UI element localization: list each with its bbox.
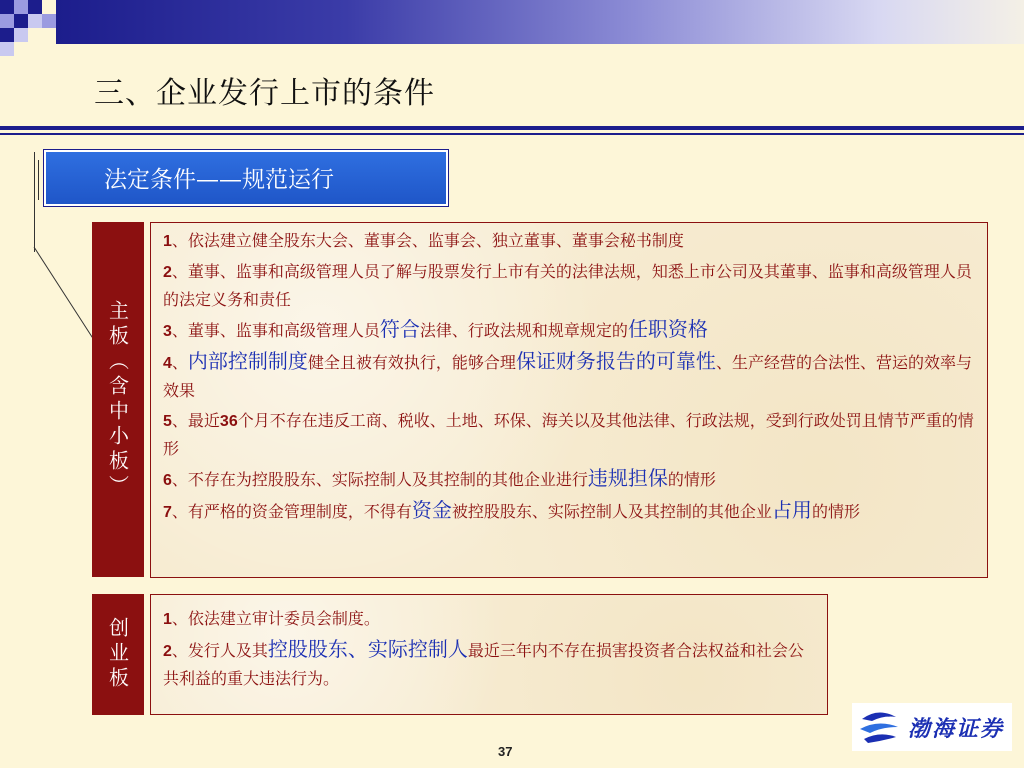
deco-square: [0, 42, 14, 56]
deco-square: [42, 14, 56, 28]
connector-diagonal: [30, 245, 100, 345]
main-board-item-number: 5: [163, 413, 172, 430]
main-board-item: [163, 497, 977, 526]
main-board-item-number: 1: [163, 233, 172, 250]
main-board-highlight-text: 内部控制制度: [187, 349, 308, 373]
main-board-highlight-text: 占用: [771, 498, 812, 522]
main-board-highlight-text: 保证财务报告的可靠性: [515, 349, 716, 373]
connector-line: [38, 160, 39, 200]
main-board-conditions: [150, 222, 988, 578]
main-board-label: 主板（含中小板）: [92, 222, 144, 577]
main-board-item-text: 健全且被有效执行，能够合理: [307, 353, 516, 372]
main-board-item: [163, 407, 977, 462]
main-board-item-text: 、最近: [171, 411, 220, 430]
title-rule-thin: [0, 133, 1024, 135]
company-logo: [852, 703, 1012, 751]
gem-board-label: 创业板: [92, 594, 144, 715]
main-board-item-text: 个月不存在违反工商、税收、土地、环保、海关以及其他法律、行政法规，受到行政处罚且情节严重的情形: [163, 411, 974, 458]
main-board-item-text: 、董事、监事和高级管理人员: [171, 321, 380, 340]
main-board-item-number: 7: [163, 504, 172, 521]
main-board-item-text: 的情形: [811, 502, 860, 521]
page-number: 37: [498, 744, 513, 759]
main-board-item-text: 、生产经营的合法性、营运的效率与效果: [163, 353, 972, 400]
main-board-item: [163, 465, 977, 494]
logo-icon: [858, 709, 900, 745]
deco-square: [28, 14, 42, 28]
main-board-item-text: 36: [219, 413, 238, 430]
deco-square: [0, 28, 14, 42]
main-board-item-number: 2: [163, 264, 172, 281]
slide-title: 三、企业发行上市的条件: [94, 76, 435, 111]
gem-board-item-text: 、依法建立审计委员会制度。: [171, 609, 380, 628]
main-board-highlight-text: 资金: [411, 498, 452, 522]
main-board-item-text: 、有严格的资金管理制度，不得有: [171, 502, 412, 521]
main-board-item: [163, 227, 977, 255]
main-board-item-text: 被控股股东、实际控制人及其控制的其他企业: [451, 502, 772, 521]
section-tab: 法定条件——规范运行: [44, 150, 448, 206]
main-board-item: [163, 258, 977, 313]
gem-board-item-number: 2: [163, 643, 172, 660]
main-board-highlight-text: 任职资格: [627, 317, 708, 341]
deco-square: [0, 0, 14, 14]
gem-board-item-text: 最近三年内不存在损害投资者合法权益和社会公共利益的重大违法行为。: [163, 641, 804, 688]
main-board-highlight-text: 违规担保: [587, 466, 668, 490]
gem-board-item-text: 、发行人及其: [171, 641, 268, 660]
main-board-item-text: 、董事、监事和高级管理人员了解与股票发行上市有关的法律法规，知悉上市公司及其董事、监事和高级管理人员的法定义务和责任: [163, 262, 972, 309]
deco-square: [0, 14, 14, 28]
header-gradient-bar: [56, 0, 1024, 44]
deco-square: [14, 0, 28, 14]
main-board-item: [163, 348, 977, 404]
logo-text: 渤海证券: [908, 716, 1005, 742]
gem-board-highlight-text: 控股股东、实际控制人: [267, 637, 468, 661]
main-board-item-text: 、依法建立健全股东大会、董事会、监事会、独立董事、董事会秘书制度: [171, 231, 684, 250]
main-board-item: [163, 316, 977, 345]
main-board-highlight-text: 符合: [379, 317, 420, 341]
main-board-item-text: 法律、行政法规和规章规定的: [419, 321, 628, 340]
gem-board-conditions: [150, 594, 828, 715]
main-board-item-number: 4: [163, 355, 172, 372]
deco-square: [14, 28, 28, 42]
deco-square: [14, 14, 28, 28]
main-board-item-number: 3: [163, 323, 172, 340]
gem-board-item: [163, 605, 817, 633]
deco-square: [28, 0, 42, 14]
main-board-item-number: 6: [163, 472, 172, 489]
main-board-item-text: 的情形: [667, 470, 716, 489]
title-rule: [0, 126, 1024, 130]
connector-line: [34, 152, 35, 252]
gem-board-item-number: 1: [163, 611, 172, 628]
gem-board-item: [163, 636, 817, 692]
main-board-item-text: 、: [171, 353, 188, 372]
main-board-item-text: 、不存在为控股股东、实际控制人及其控制的其他企业进行: [171, 470, 588, 489]
